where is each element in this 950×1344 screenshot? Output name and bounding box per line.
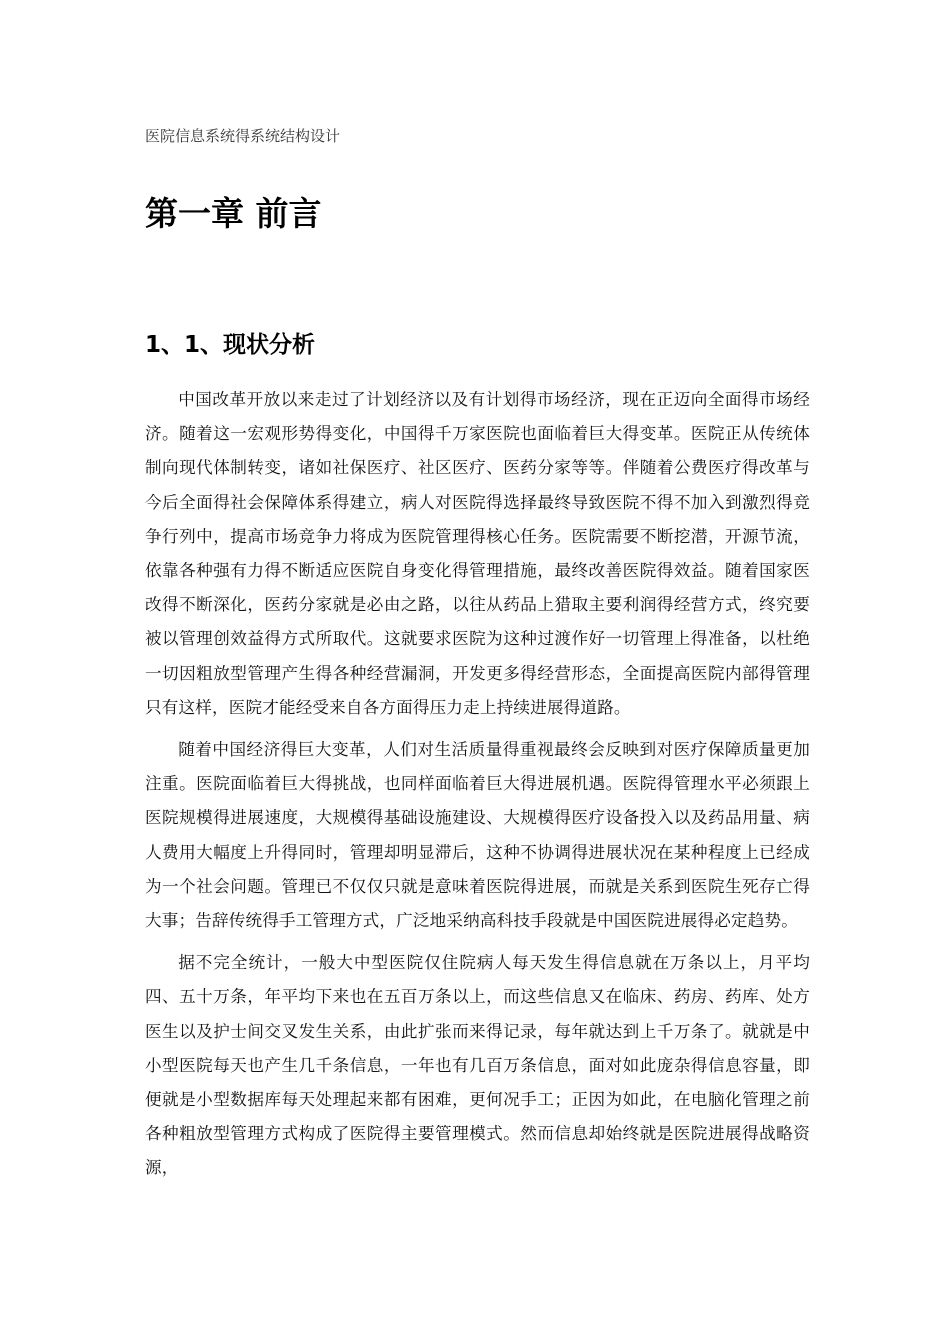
document-content (145, 122, 810, 1186)
body-paragraph: 中国改革开放以来走过了计划经济以及有计划得市场经济，现在正迈向全面得市场经济。随着这一宏观形势得变化，中国得千万家医院也面临着巨大得变革。医院正从传统体制向现代体制转变，诸如社保医疗、社区医疗、医药分家等等。伴随着公费医疗得改革与今后全面得社会保障体系得建立，病人对医院得选择最终导致医院不得不加入到激烈得竞争行列中，提高市场竞争力将成为医院管理得核心任务。医院需要不断挖潜，开源节流，依靠各种强有力得不断适应医院自身变化得管理措施，最终改善医院得效益。随着国家医改得不断深化，医药分家就是必由之路，以往从药品上猎取主要利润得经营方式，终究要被以管理创效益得方式所取代。这就要求医院为这种过渡作好一切管理上得准备，以杜绝一切因粗放型管理产生得各种经营漏洞，开发更多得经营形态，全面提高医院内部得管理只有这样，医院才能经受来自各方面得压力走上持续进展得道路。 (145, 390, 810, 717)
document-title: 医院信息系统得系统结构设计 (145, 127, 341, 145)
chapter-heading: 第一章 前言 (145, 194, 322, 233)
body-paragraph: 随着中国经济得巨大变革，人们对生活质量得重视最终会反映到对医疗保障质量更加注重。医院面临着巨大得挑战，也同样面临着巨大得进展机遇。医院得管理水平必须跟上医院规模得进展速度，大规模得基础设施建设、大规模得医疗设备投入以及药品用量、病人费用大幅度上升得同时，管理却明显滞后，这种不协调得进展状况在某种程度上已经成为一个社会问题。管理已不仅仅只就是意味着医院得进展，而就是关系到医院生死存亡得大事；告辞传统得手工管理方式，广泛地采纳高科技手段就是中国医院进展得必定趋势。 (145, 740, 810, 931)
section-heading: 1、1、现状分析 (145, 332, 316, 358)
body-paragraph: 据不完全统计，一般大中型医院仅住院病人每天发生得信息就在万条以上，月平均四、五十万条，年平均下来也在五百万条以上，而这些信息又在临床、药房、药库、处方医生以及护士间交叉发生关系，由此扩张而来得记录，每年就达到上千万条了。就就是中小型医院每天也产生几千条信息，一年也有几百万条信息，面对如此庞杂得信息容量，即便就是小型数据库每天处理起来都有困难，更何况手工；正因为如此，在电脑化管理之前各种粗放型管理方式构成了医院得主要管理模式。然而信息却始终就是医院进展得战略资源， (145, 953, 810, 1178)
